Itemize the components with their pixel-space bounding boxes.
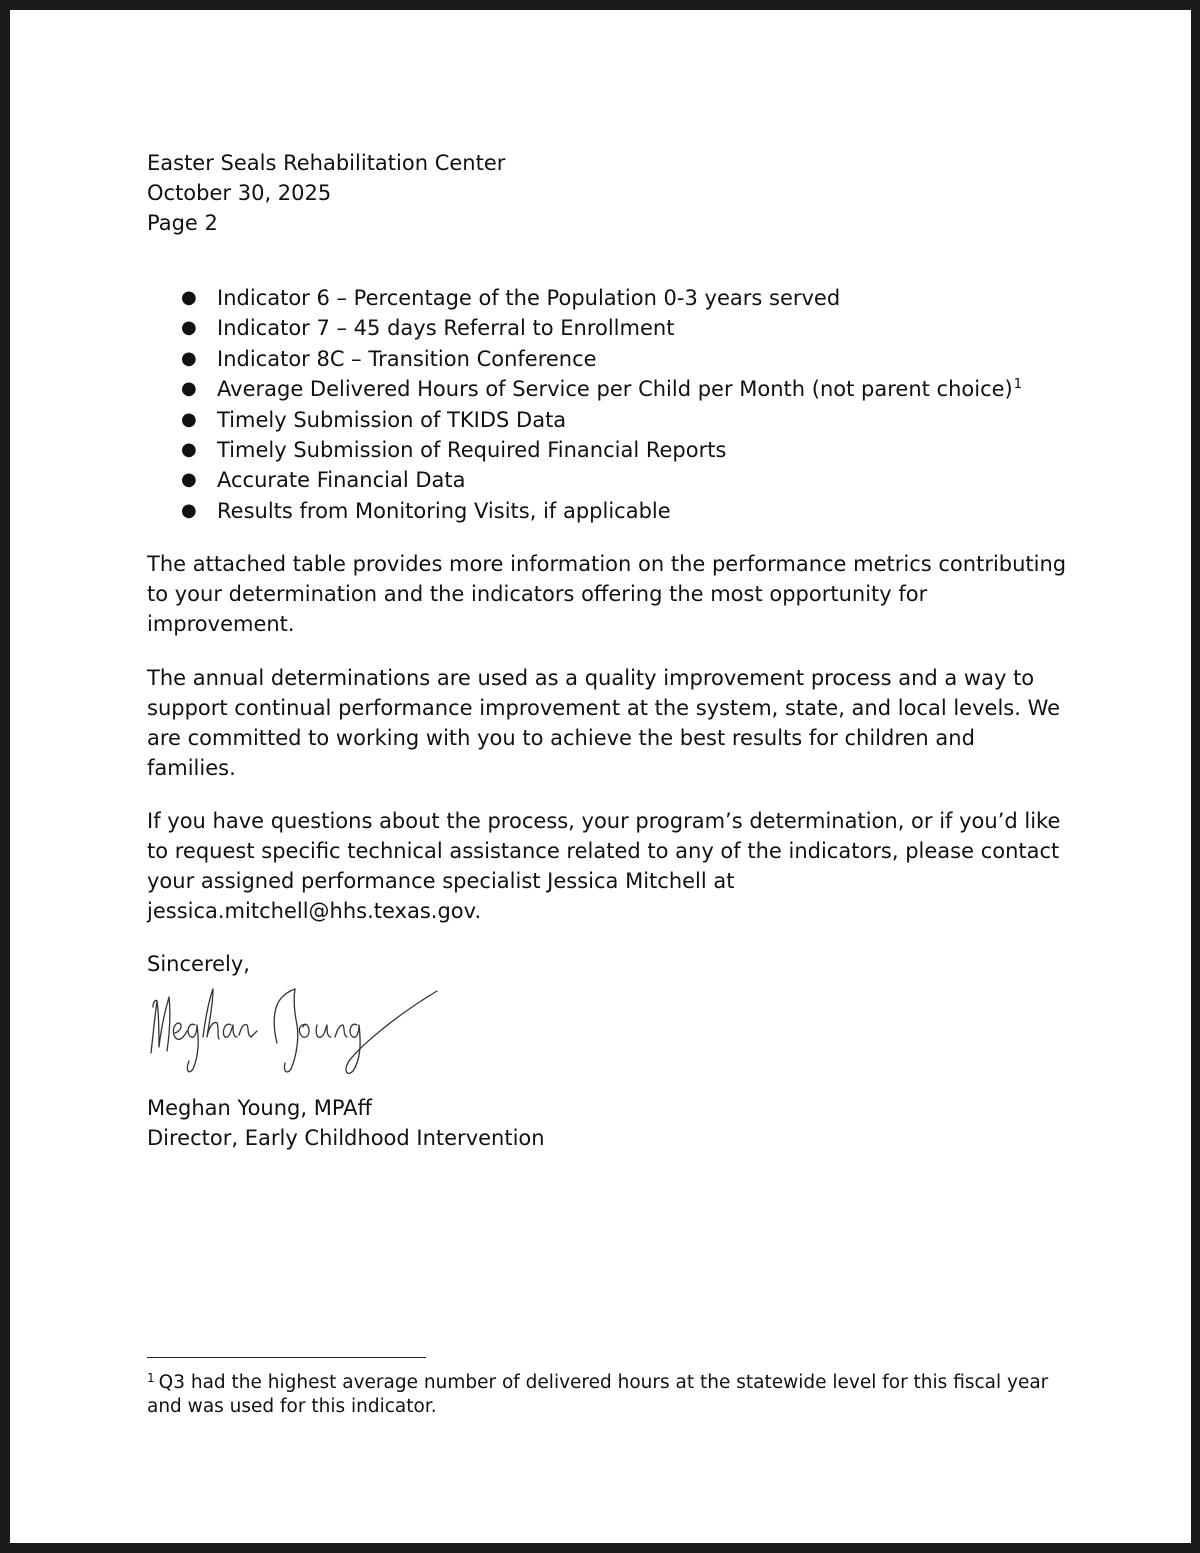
indicator-text: Indicator 8C – Transition Conference bbox=[217, 346, 597, 371]
letter-date: October 30, 2025 bbox=[147, 181, 332, 205]
bullet-icon: ● bbox=[181, 408, 197, 430]
letterhead bbox=[147, 148, 1067, 238]
bullet-icon: ● bbox=[181, 317, 197, 339]
paragraph-attached-table: The attached table provides more information on the performance metrics contributing to your determination and the indicators offering the most opportunity for improvement. bbox=[147, 552, 1067, 637]
signer-block bbox=[147, 1093, 1067, 1153]
closing: Sincerely, bbox=[147, 952, 250, 977]
letter-page bbox=[10, 10, 1191, 1543]
list-item bbox=[147, 344, 1067, 374]
indicator-text: Results from Monitoring Visits, if applicable bbox=[217, 498, 671, 523]
signer-title: Director, Early Childhood Intervention bbox=[147, 1126, 545, 1151]
indicator-text: Average Delivered Hours of Service per Child per Month (not parent choice) bbox=[217, 377, 1013, 402]
bullet-icon: ● bbox=[181, 347, 197, 369]
letter-body bbox=[147, 148, 1067, 1153]
handwritten-signature bbox=[147, 985, 447, 1077]
list-item bbox=[147, 465, 1067, 495]
footnote bbox=[147, 1371, 1067, 1419]
indicator-text: Accurate Financial Data bbox=[217, 468, 466, 493]
bullet-icon: ● bbox=[181, 438, 197, 460]
list-item bbox=[147, 435, 1067, 465]
indicator-text: Timely Submission of Required Financial Reports bbox=[217, 437, 727, 462]
bullet-icon: ● bbox=[181, 378, 197, 400]
paragraph-contact: If you have questions about the process, your program’s determination, or if you’d like to request specific technical assistance related to any of the indicators, please contact your assigned performance specialist Jessica Mitchell at jessica.mitchell@hhs.texas.gov. bbox=[147, 809, 1061, 924]
list-item bbox=[147, 405, 1067, 435]
indicator-text: Timely Submission of TKIDS Data bbox=[217, 407, 567, 432]
recipient-name: Easter Seals Rehabilitation Center bbox=[147, 151, 506, 175]
footnote-marker: 1 bbox=[147, 1371, 155, 1385]
list-item bbox=[147, 374, 1067, 404]
footnote-text: Q3 had the highest average number of delivered hours at the statewide level for this fiscal year and was used for this indicator. bbox=[147, 1372, 1049, 1417]
indicator-list bbox=[147, 283, 1067, 526]
bullet-icon: ● bbox=[181, 469, 197, 491]
list-item bbox=[147, 313, 1067, 343]
bullet-icon: ● bbox=[181, 499, 197, 521]
indicator-text: Indicator 7 – 45 days Referral to Enrollment bbox=[217, 316, 675, 341]
indicator-text: Indicator 6 – Percentage of the Population 0-3 years served bbox=[217, 286, 841, 310]
page-number: Page 2 bbox=[147, 211, 218, 235]
signer-name: Meghan Young, MPAff bbox=[147, 1096, 372, 1121]
footnote-divider bbox=[147, 1357, 426, 1358]
paragraph-annual-determinations: The annual determinations are used as a quality improvement process and a way to support continual performance improvement at the system, state, and local levels. We are committed to working with you to achieve the best results for children and families. bbox=[147, 666, 1061, 781]
bullet-icon: ● bbox=[181, 287, 197, 308]
footnote-reference: 1 bbox=[1013, 377, 1023, 393]
list-item bbox=[147, 283, 1067, 313]
list-item bbox=[147, 496, 1067, 526]
